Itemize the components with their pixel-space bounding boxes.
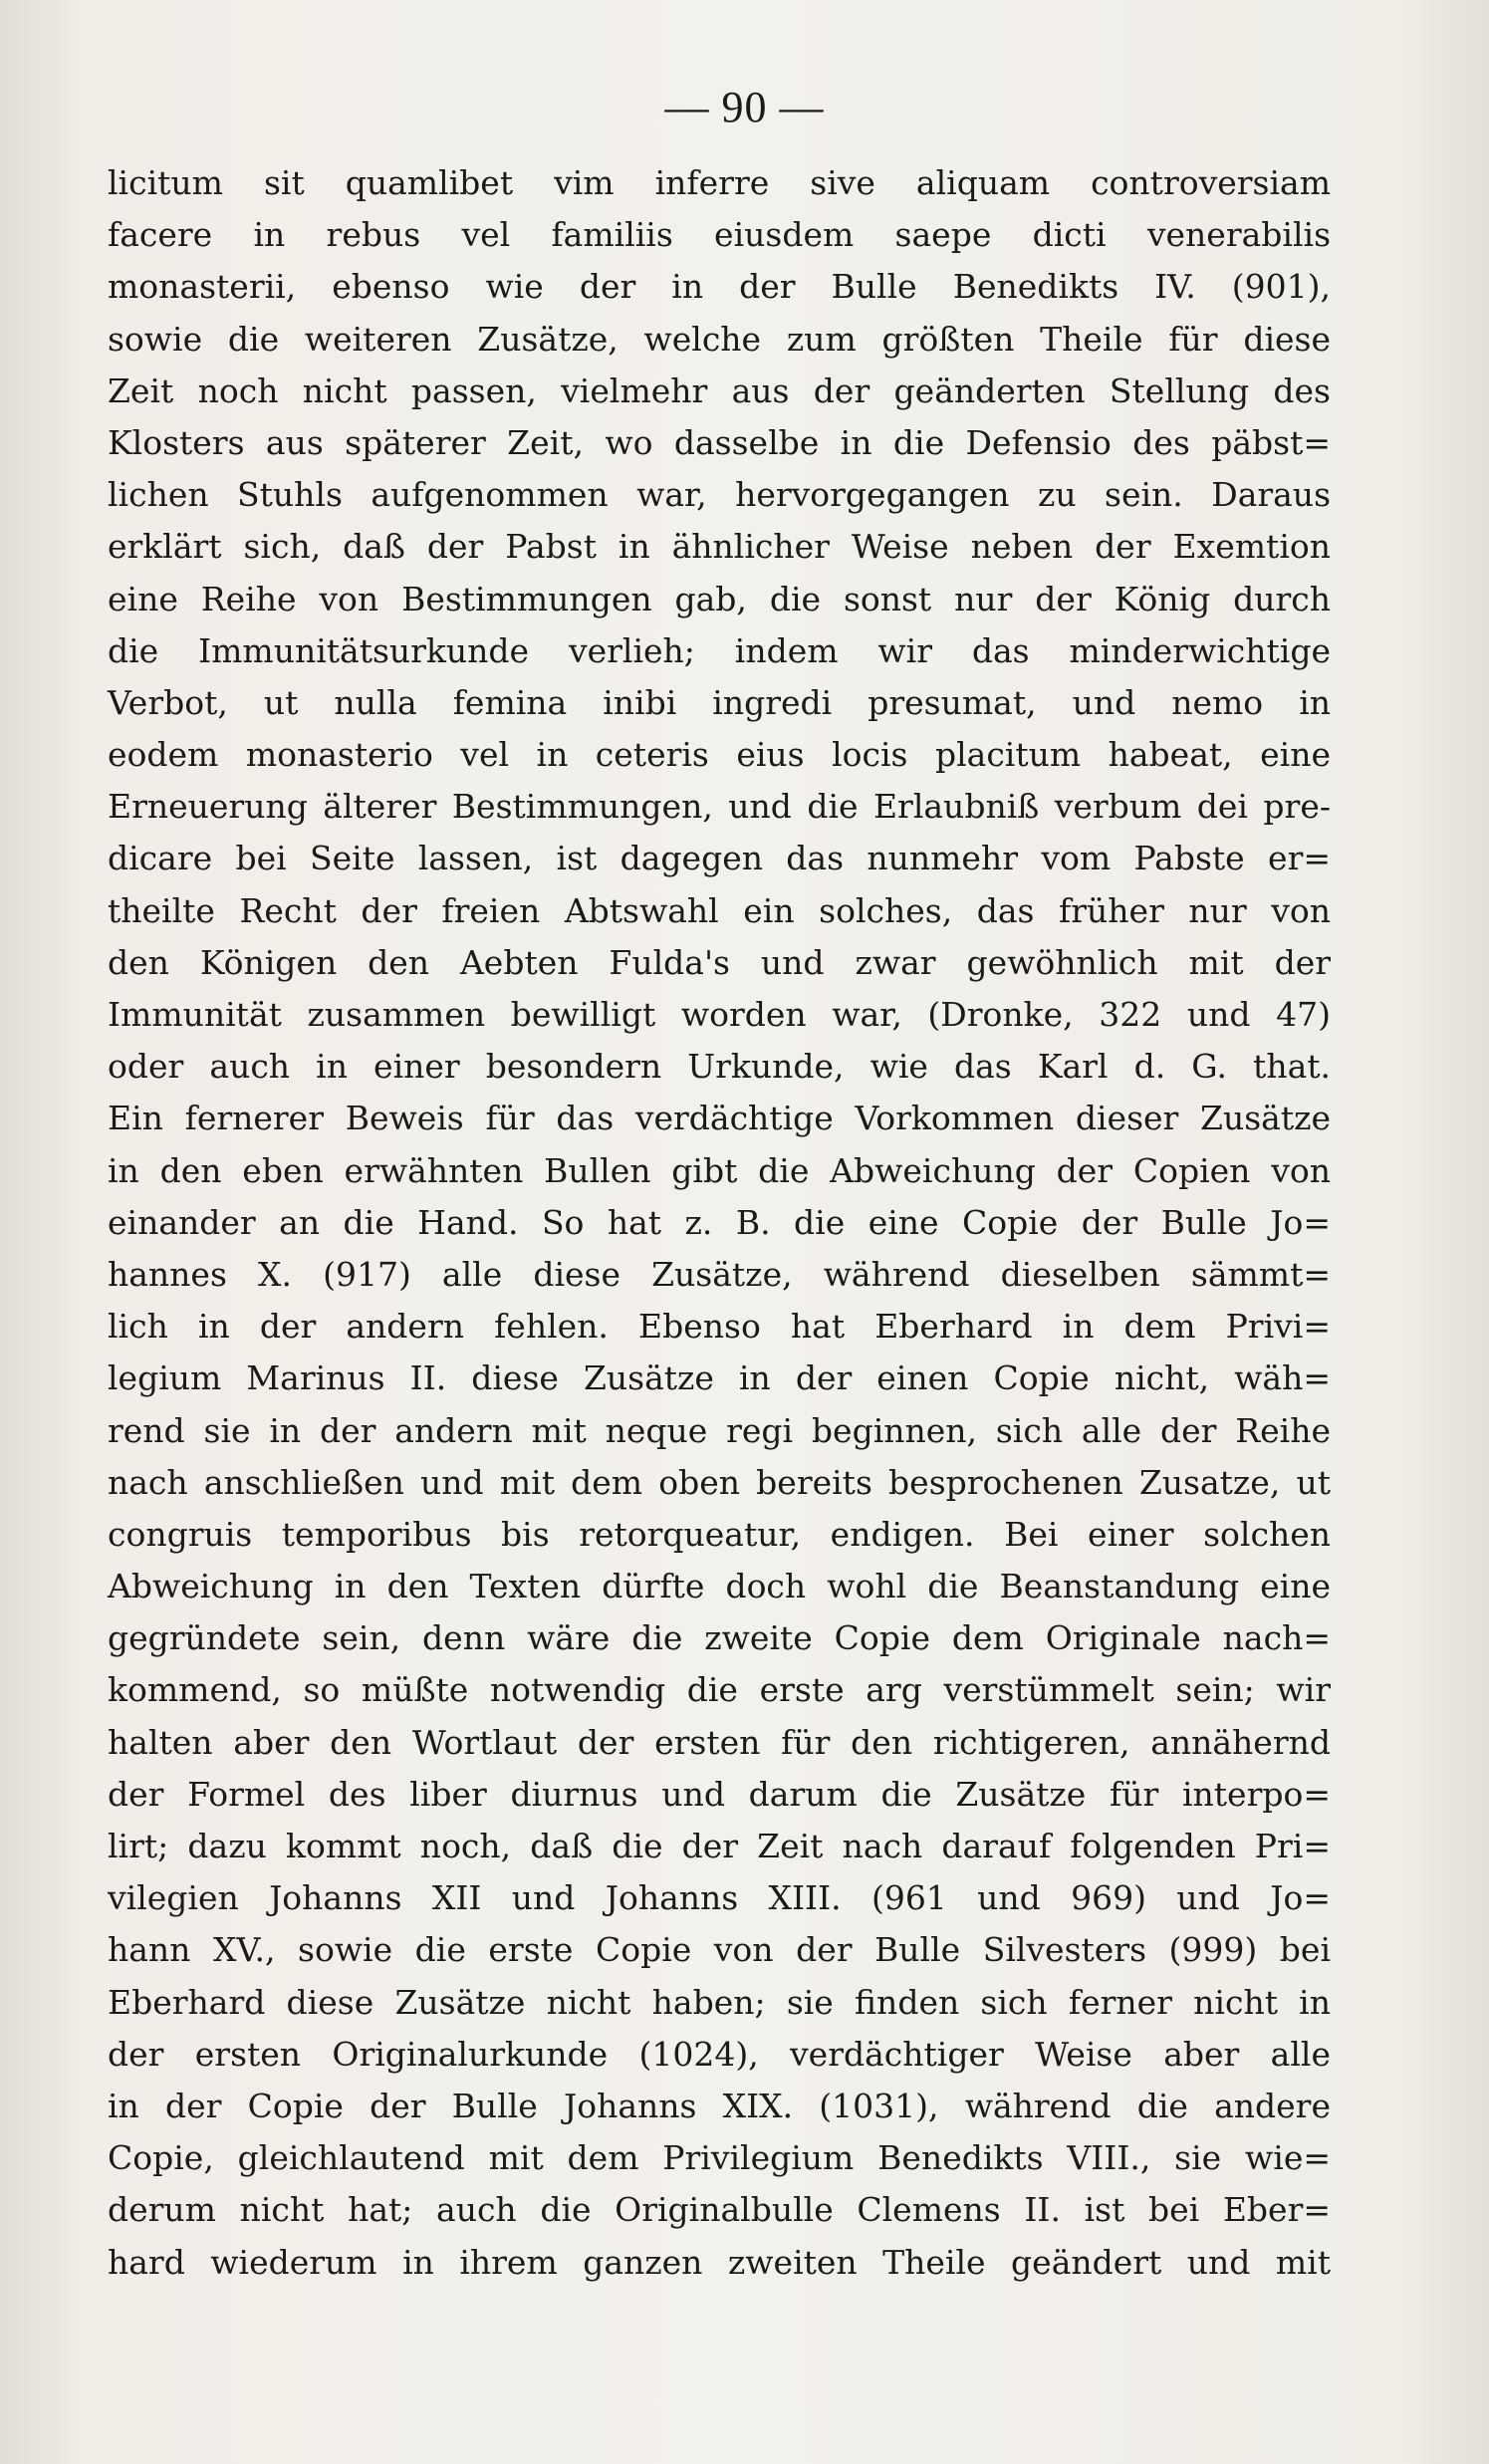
text-line-35: hann XV., sowie die erste Copie von der Bulle Silvesters (999) bei: [108, 1930, 1331, 1970]
text-line-29: gegründete sein, denn wäre die zweite Copie dem Originale nach=: [108, 1618, 1331, 1658]
text-line-34: vilegien Johanns XII und Johanns XIII. (961 und 969) und Jo=: [108, 1878, 1331, 1918]
page-number-header: — 90 —: [664, 83, 825, 131]
text-line-36: Eberhard diese Zusätze nicht haben; sie finden sich ferner nicht in: [108, 1982, 1331, 2022]
text-line-13: Erneuerung älterer Bestimmungen, und die Erlaubniß verbum dei pre-: [108, 787, 1331, 827]
text-line-4: sowie die weiteren Zusätze, welche zum größten Theile für diese: [108, 319, 1331, 359]
text-line-6: Klosters aus späterer Zeit, wo dasselbe in die Defensio des päbst=: [108, 422, 1331, 462]
text-line-26: nach anschließen und mit dem oben bereits besprochenen Zusatze, ut: [108, 1462, 1331, 1502]
text-line-40: derum nicht hat; auch die Originalbulle Clemens II. ist bei Eber=: [108, 2190, 1331, 2230]
text-line-27: congruis temporibus bis retorqueatur, endigen. Bei einer solchen: [108, 1514, 1331, 1554]
text-line-5: Zeit noch nicht passen, vielmehr aus der geänderten Stellung des: [108, 370, 1331, 410]
text-line-23: lich in der andern fehlen. Ebenso hat Eberhard in dem Privi=: [108, 1307, 1331, 1347]
page-text-block: [108, 157, 1331, 2289]
text-line-19: Ein fernerer Beweis für das verdächtige Vorkommen dieser Zusätze: [108, 1099, 1331, 1138]
text-line-11: Verbot, ut nulla femina inibi ingredi presumat, und nemo in: [108, 682, 1331, 722]
text-line-16: den Königen den Aebten Fulda's und zwar gewöhnlich mit der: [108, 942, 1331, 982]
text-line-21: einander an die Hand. So hat z. B. die eine Copie der Bulle Jo=: [108, 1202, 1331, 1242]
text-line-37: der ersten Originalurkunde (1024), verdächtiger Weise aber alle: [108, 2034, 1331, 2074]
text-line-38: in der Copie der Bulle Johanns XIX. (1031), während die andere: [108, 2086, 1331, 2125]
text-line-15: theilte Recht der freien Abtswahl ein solches, das früher nur von: [108, 890, 1331, 930]
text-line-41: hard wiederum in ihrem ganzen zweiten Theile geändert und mit: [108, 2242, 1331, 2282]
text-line-14: dicare bei Seite lassen, ist dagegen das nunmehr vom Pabste er=: [108, 839, 1331, 878]
text-line-2: facere in rebus vel familiis eiusdem saepe dicti venerabilis: [108, 215, 1331, 255]
text-line-1: licitum sit quamlibet vim inferre sive aliquam controversiam: [108, 163, 1331, 202]
text-line-7: lichen Stuhls aufgenommen war, hervorgegangen zu sein. Daraus: [108, 475, 1331, 515]
text-line-33: lirt; dazu kommt noch, daß die der Zeit nach darauf folgenden Pri=: [108, 1827, 1331, 1865]
text-line-32: der Formel des liber diurnus und darum die Zusätze für interpo=: [108, 1774, 1331, 1814]
text-line-10: die Immunitätsurkunde verlieh; indem wir das minderwichtige: [108, 630, 1331, 670]
text-line-25: rend sie in der andern mit neque regi beginnen, sich alle der Reihe: [108, 1410, 1331, 1450]
text-line-39: Copie, gleichlautend mit dem Privilegium Benedikts VIII., sie wie=: [108, 2138, 1331, 2178]
text-line-28: Abweichung in den Texten dürfte doch wohl die Beanstandung eine: [108, 1567, 1331, 1606]
text-line-20: in den eben erwähnten Bullen gibt die Abweichung der Copien von: [108, 1150, 1331, 1190]
text-line-17: Immunität zusammen bewilligt worden war, (Dronke, 322 und 47): [108, 995, 1331, 1034]
text-line-30: kommend, so müßte notwendig die erste arg verstümmelt sein; wir: [108, 1670, 1331, 1710]
text-line-12: eodem monasterio vel in ceteris eius locis placitum habeat, eine: [108, 735, 1331, 775]
text-line-31: halten aber den Wortlaut der ersten für den richtigeren, annähernd: [108, 1722, 1331, 1762]
text-line-24: legium Marinus II. diese Zusätze in der einen Copie nicht, wäh=: [108, 1358, 1331, 1398]
text-line-22: hannes X. (917) alle diese Zusätze, während dieselben sämmt=: [108, 1254, 1331, 1294]
text-line-8: erklärt sich, daß der Pabst in ähnlicher Weise neben der Exemtion: [108, 527, 1331, 567]
text-line-9: eine Reihe von Bestimmungen gab, die sonst nur der König durch: [108, 579, 1331, 618]
text-line-3: monasterii, ebenso wie der in der Bulle Benedikts IV. (901),: [108, 267, 1331, 307]
text-line-18: oder auch in einer besondern Urkunde, wie das Karl d. G. that.: [108, 1047, 1331, 1087]
